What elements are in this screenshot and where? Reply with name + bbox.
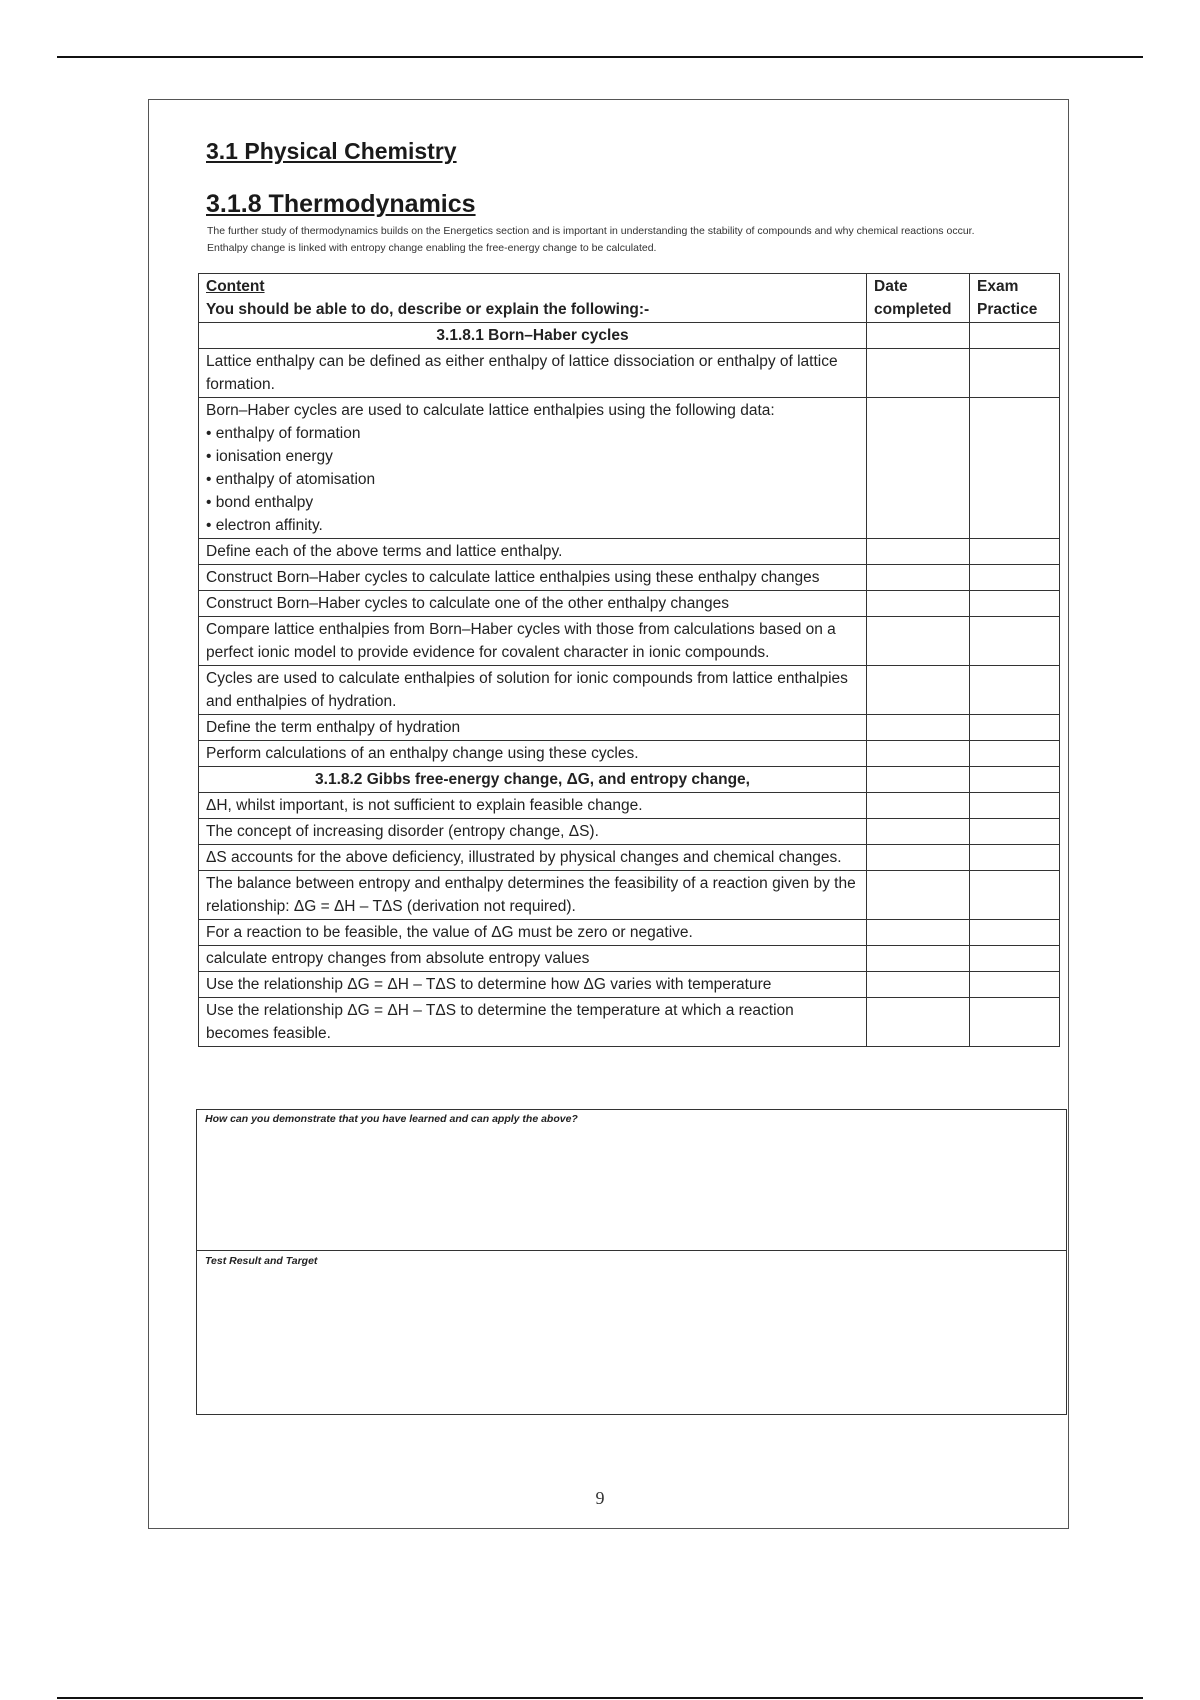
row-content: The balance between entropy and enthalpy determines the feasibility of a reaction given by the relationship: ΔG = ΔH – TΔS (derivation not required).: [199, 871, 867, 920]
list-item: • electron affinity.: [206, 514, 859, 537]
date-cell[interactable]: [867, 741, 970, 767]
section-heading-gibbs: 3.1.8.2 Gibbs free-energy change, ΔG, and entropy change,: [199, 767, 867, 793]
table-row: [199, 666, 1060, 715]
row-content: Construct Born–Haber cycles to calculate one of the other enthalpy changes: [199, 591, 867, 617]
list-item: • ionisation energy: [206, 445, 859, 468]
intro-text: The further study of thermodynamics builds on the Energetics section and is important in understanding the stability of compounds and why chemical reactions occur. Enthalpy change is linked with entropy change enabling the free-energy change to be calculated.: [207, 225, 975, 254]
exam-cell[interactable]: [970, 845, 1060, 871]
date-cell[interactable]: [867, 617, 970, 666]
page-number: 9: [595, 1488, 605, 1508]
exam-cell[interactable]: [970, 591, 1060, 617]
date-cell[interactable]: [867, 565, 970, 591]
exam-cell[interactable]: [970, 666, 1060, 715]
exam-practice-header: Exam Practice: [970, 274, 1060, 323]
section-heading-born-haber: 3.1.8.1 Born–Haber cycles: [199, 323, 867, 349]
row-content: Define each of the above terms and lattice enthalpy.: [199, 539, 867, 565]
date-cell[interactable]: [867, 715, 970, 741]
content-header-cell: [199, 274, 867, 323]
section-heading-row: [199, 323, 1060, 349]
section-title: 3.1 Physical Chemistry: [206, 138, 457, 164]
exam-cell[interactable]: [970, 871, 1060, 920]
exam-cell[interactable]: [970, 972, 1060, 998]
date-cell[interactable]: [867, 871, 970, 920]
exam-cell[interactable]: [970, 793, 1060, 819]
table-row: [199, 845, 1060, 871]
checklist-table: [198, 273, 1060, 1047]
subsection-title: 3.1.8 Thermodynamics: [206, 190, 476, 218]
exam-cell[interactable]: [970, 398, 1060, 539]
row-content: Construct Born–Haber cycles to calculate lattice enthalpies using these enthalpy changes: [199, 565, 867, 591]
reflection-boxes: [196, 1109, 1067, 1415]
row-content: Use the relationship ΔG = ΔH – TΔS to determine how ΔG varies with temperature: [199, 972, 867, 998]
row-content: ΔH, whilst important, is not sufficient to explain feasible change.: [199, 793, 867, 819]
date-cell[interactable]: [867, 793, 970, 819]
table-row: [199, 539, 1060, 565]
row-content: The concept of increasing disorder (entropy change, ΔS).: [199, 819, 867, 845]
table-row: [199, 871, 1060, 920]
date-cell[interactable]: [867, 819, 970, 845]
table-row: [199, 565, 1060, 591]
content-subheading: You should be able to do, describe or explain the following:-: [206, 301, 650, 318]
table-row: [199, 617, 1060, 666]
exam-cell[interactable]: [970, 715, 1060, 741]
row-content: calculate entropy changes from absolute entropy values: [199, 946, 867, 972]
date-cell[interactable]: [867, 920, 970, 946]
exam-cell[interactable]: [970, 565, 1060, 591]
row-content: Lattice enthalpy can be defined as either enthalpy of lattice dissociation or enthalpy of lattice formation.: [199, 349, 867, 398]
table-row: [199, 591, 1060, 617]
row-content: Define the term enthalpy of hydration: [199, 715, 867, 741]
date-cell[interactable]: [867, 845, 970, 871]
row-content: Use the relationship ΔG = ΔH – TΔS to determine the temperature at which a reaction becomes feasible.: [199, 998, 867, 1047]
test-result-prompt: Test Result and Target: [205, 1255, 318, 1267]
box-divider: [197, 1250, 1066, 1251]
row-content: Perform calculations of an enthalpy change using these cycles.: [199, 741, 867, 767]
table-row: [199, 972, 1060, 998]
date-cell[interactable]: [867, 767, 970, 793]
date-cell[interactable]: [867, 666, 970, 715]
content-label: Content: [206, 278, 265, 295]
exam-cell[interactable]: [970, 349, 1060, 398]
list-item: • enthalpy of atomisation: [206, 468, 859, 491]
exam-cell[interactable]: [970, 539, 1060, 565]
exam-cell[interactable]: [970, 998, 1060, 1047]
date-cell[interactable]: [867, 972, 970, 998]
table-row: [199, 920, 1060, 946]
table-header-row: [199, 274, 1060, 323]
row-content: [199, 398, 867, 539]
exam-cell[interactable]: [970, 819, 1060, 845]
top-rule: [57, 56, 1143, 58]
bottom-rule: [57, 1697, 1143, 1699]
date-cell[interactable]: [867, 398, 970, 539]
born-haber-data-list: [206, 422, 859, 537]
exam-cell[interactable]: [970, 946, 1060, 972]
born-haber-data-intro: Born–Haber cycles are used to calculate lattice enthalpies using the following data:: [206, 402, 775, 419]
date-cell[interactable]: [867, 323, 970, 349]
row-content: For a reaction to be feasible, the value of ΔG must be zero or negative.: [199, 920, 867, 946]
date-cell[interactable]: [867, 539, 970, 565]
exam-cell[interactable]: [970, 920, 1060, 946]
section-heading-row: [199, 767, 1060, 793]
table-row: [199, 998, 1060, 1047]
table-row: [199, 741, 1060, 767]
date-cell[interactable]: [867, 998, 970, 1047]
date-cell[interactable]: [867, 349, 970, 398]
row-content: ΔS accounts for the above deficiency, illustrated by physical changes and chemical changes.: [199, 845, 867, 871]
list-item: • bond enthalpy: [206, 491, 859, 514]
date-cell[interactable]: [867, 946, 970, 972]
table-row: [199, 715, 1060, 741]
table-row: [199, 349, 1060, 398]
row-content: Cycles are used to calculate enthalpies of solution for ionic compounds from lattice enthalpies and enthalpies of hydration.: [199, 666, 867, 715]
exam-cell[interactable]: [970, 767, 1060, 793]
demonstrate-prompt: How can you demonstrate that you have learned and can apply the above?: [205, 1113, 578, 1125]
exam-cell[interactable]: [970, 323, 1060, 349]
date-cell[interactable]: [867, 591, 970, 617]
row-content: Compare lattice enthalpies from Born–Haber cycles with those from calculations based on a perfect ionic model to provide evidence for covalent character in ionic compounds.: [199, 617, 867, 666]
table-row: [199, 819, 1060, 845]
list-item: • enthalpy of formation: [206, 422, 859, 445]
table-row: [199, 793, 1060, 819]
table-row: [199, 946, 1060, 972]
exam-cell[interactable]: [970, 617, 1060, 666]
table-row: [199, 398, 1060, 539]
exam-cell[interactable]: [970, 741, 1060, 767]
date-completed-header: Date completed: [867, 274, 970, 323]
